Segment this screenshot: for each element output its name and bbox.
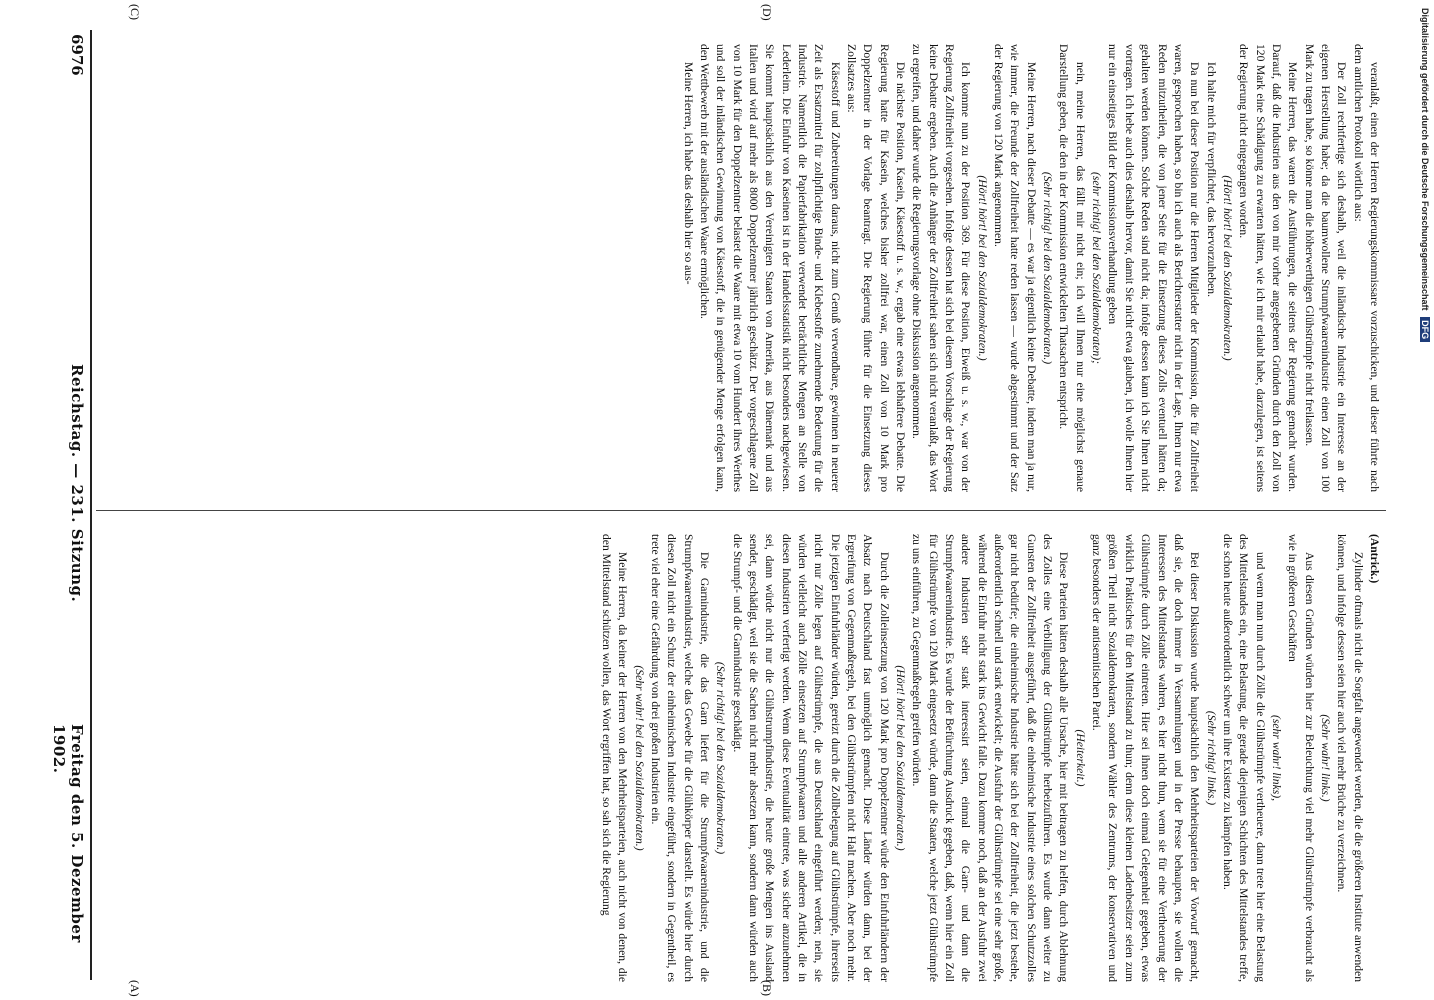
paragraph: veranlaßt, einen der Herren Regierungskommissare vorzuschicken, und dieser führte nach dem amtlichen Protokoll wörtlich aus: <box>1351 44 1381 492</box>
paragraph: Die nächste Position, Kasein, Käsestoff u. s. w., ergab eine etwas lebhaftere Debatte. Die Regierung hatte für Kasein, welches bisher zollfrei war, einen Zoll von 10 Mark pro Doppelzentner in der Vorlage beantragt. Die Regierung führte für die Einsetzung dieses Zollsatzes aus: <box>845 44 908 492</box>
interjection: (Hört! hört! bei den Sozialdemokraten.) <box>1220 175 1234 361</box>
interjection: (Hört! hört! bei den Sozialdemokraten.) <box>975 175 989 361</box>
interjection: (sehr richtig! bei den Sozialdemokraten); <box>1090 172 1104 364</box>
interjection: (Sehr richtig! links.) <box>1204 710 1218 806</box>
left-paragraphs <box>598 534 1366 982</box>
speaker-reference: (Antrick.) <box>1368 534 1381 584</box>
paragraph: nein, meine Herren, das fällt mir nicht ein; ich will Ihnen nur eine möglichst genaue Darstellung geben, die den in der Kommission entwickelten Thatsachen entspricht. <box>1057 44 1087 492</box>
right-column <box>100 44 1382 492</box>
right-paragraphs <box>679 44 1382 492</box>
digitization-credit <box>1417 8 1431 998</box>
page-header <box>50 34 90 974</box>
paragraph: Diese Parteien hätten deshalb alle Ursache, hier mit beitragen zu helfen, durch Ablehnung des Zolles eine Verbilligung der Glühstrümpfe herbeizuführen. Es wurde dann weiter zu Gunsten der Zollfreiheit ausgeführt, daß die einheimische Industrie eines solchen Schutzzolles gar nicht bedürfe; die einheimische Industrie hätte sich bei der Zollfreiheit, die jetzt bestehe, außerordentlich schnell und stark entwickelt; die Ausfuhr der Glühstrümpfe sei eine sehr große, während die Einfuhr nicht stark ins Gewicht falle. Dazu komme noch, daß an der Ausfuhr zwei andere Industrien sehr stark interessirt seien, einmal die Garn- und dann die Strumpfwaarenindustrie. Es wurde der Befürchtung Ausdruck gegeben, daß, wenn hier ein Zoll für Glühstrümpfe von 120 Mark eingesetzt würde, dann die Staaten, welche jetzt Glühstrümpfe zu uns einführen, zu Gegenmaßregeln greifen würden. <box>910 534 1071 982</box>
interjection: (Sehr wahr! links.) <box>1318 714 1332 802</box>
header-rule <box>90 30 92 980</box>
credit-text: Digitalisierung gefördert durch die Deutsche Forschungsgemeinschaft <box>1420 8 1430 311</box>
margin-letter-b: (B) <box>760 980 774 996</box>
paragraph: Käsestoff und Zubereitungen daraus, nicht zum Genuß verwendbare, gewinnen in neuerer Zeit als Ersatzmittel für zollpflichtige Binde- und Klebestoffe zunehmende Bedeutung für die Industrie. Namentlich die Papierfabrikation verwendet beträchtliche Mengen an Stelle von Lederleim. Die Einfuhr von Kaseinen ist in der Handelsstatistik nicht besonders nachgewiesen. Sie kommt hauptsächlich aus den Vereinigten Staaten von Amerika, aus Dänemark und aus Italien und wird auf mehr als 8000 Doppelzentner jährlich geschätzt. Der vorgeschlagene Zoll von 10 Mark für den Doppelzentner belastet die Waare mit etwa 10 vom Hundert ihres Werthes und soll der inländischen Gewinnung von Käsestoff, die in genügender Menge erfolgen kann, den Wettbewerb mit der ausländischen Waare ermöglichen. <box>697 44 842 492</box>
paragraph: Bei dieser Diskussion wurde hauptsächlich den Mehrheitsparteien der Vorwurf gemacht, daß sie, die doch immer in Versammlungen und in der Presse behaupten, sie wollen die Interessen des Mittelstandes wahren, es hier nicht thun, wenn sie für eine Vertheuerung der Glühstrümpfe durch Zölle eintreten. Hier sei ihnen doch einmal Gelegenheit gegeben, etwas wirklich Praktisches für den Mittelstand zu thun; denn diese kleinen Ladenbesitzer seien zum größten Theil nicht Sozialdemokraten, sondern Wähler des Zentrums, der konservativen und ganz besonders der antisemitischen Partei. <box>1090 534 1202 982</box>
column-divider <box>96 510 1386 511</box>
paragraph: Meine Herren, ich habe das deshalb hier so aus- <box>681 62 695 285</box>
interjection: (sehr wahr! links), <box>1269 715 1283 801</box>
interjection: (Hört! hört! bei den Sozialdemokraten.) <box>894 665 908 851</box>
paragraph: Aus diesen Gründen würden hier zur Beleuchtung viel mehr Glühstrümpfe verbraucht als wie in größeren Geschäften <box>1286 534 1316 982</box>
interjection: (Sehr richtig! bei den Sozialdemokraten.) <box>1041 171 1055 365</box>
interjection: (Sehr wahr! bei den Sozialdemokraten.) <box>632 665 646 851</box>
dfg-logo: DFG <box>1420 317 1430 342</box>
paragraph: Durch die Zolleinsetzung von 120 Mark pro Doppelzentner würde den Einfuhrländern der Absatz nach Deutschland fast unmöglich gemacht. Diese Länder würden dann, bei der Ergreifung von Gegenmaßregeln, bei den Glühstrümpfen nicht Halt machen. Aber noch mehr. Die jetzigen Einfuhrländer würden, gereizt durch die Zollbelegung auf Glühstrümpfe, ihrerseits nicht nur Zölle legen auf Glühstrümpfe, die aus Deutschland eingeführt werden; nein, sie würden vielleicht auch Zölle einsetzen auf Strumpfwaaren und alle anderen Artikel, die in diesen Industrien verfertigt werden. Wenn diese Eventualität eintrete, was sicher anzunehmen sei, dann würde nicht nur die Glühstrumpfindustrie, die heute große Mengen ins Ausland sendet, geschädigt, weil sie die Sachen nicht mehr absetzen kann, sondern dann würden auch die Strumpf- und die Garnindustrie geschädigt. <box>730 534 891 982</box>
paragraph: Die Garnindustrie, die das Garn liefert für die Strumpfwaarenindustrie, und die Strumpfwaarenindustrie, welche das Gewebe für die Glühkörper darstellt. Es würde hier durch diesen Zoll nicht ein Schutz der einheimischen Industrie eingeführt, sondern in Gegentheil, es trete viel eher eine Gefährdung von drei großen Industrien ein. <box>648 534 711 982</box>
paragraph: Ich halte mich für verpflichtet, das hervorzuheben. <box>1204 62 1218 297</box>
margin-letter-c: (C) <box>128 4 142 20</box>
paragraph: Meine Herren, nach dieser Debatte — es war ja eigentlich keine Debatte, indem man ja nur, wie immer, die Freunde der Zollfreiheit hatte reden lassen — wurde abgestimmt und der Satz der Regierung von 120 Mark angenommen. <box>992 44 1038 492</box>
interjection: (Heiterkeit.) <box>1073 729 1087 787</box>
left-column <box>100 534 1382 982</box>
page-number: 6976 <box>68 34 86 76</box>
paragraph: Meine Herren, da keiner der Herren von den Mehrheitsparteien, auch nicht von denen, die den Mittelstand schützen wollen, das Wort ergriffen hat, so sah sich die Regierung <box>599 534 630 982</box>
paragraph: Da nun bei dieser Position nur die Herren Mitglieder der Kommission, die für Zollfreiheit waren, gesprochen haben, so bin ich auch als Berichterstatter nicht in der Lage, Ihnen nur etwa Reden mitzutheilen, die von jener Seite für die Einsetzung dieses Zolls eventuell hätten da; gehalten werden können. Solche Reden sind nicht da; infolge dessen kann ich Sie Ihnen nicht vortragen. Ich hebe auch dies deshalb hervor, damit Sie nicht etwa glauben, ich wolle Ihnen hier nur ein einseitiges Bild der Kommissionsverhandlung geben <box>1106 44 1202 492</box>
rotated-document-page <box>42 0 1422 1000</box>
header-date: Freitag den 5. Dezember 1902. <box>50 724 86 943</box>
paragraph: und wenn man nun durch Zölle die Glühstrümpfe vertheuere, dann trete hier eine Belastung des Mittelstandes ein, eine Belastung, die gerade diejenigen Schichten des Mittelstandes treffe, die schon heute außerordentlich schwer um ihre Existenz zu kämpfen haben. <box>1220 534 1267 982</box>
paragraph: Ich komme nun zu der Position 369. Für diese Position, Eiweiß u. s. w., war von der Regierung Zollfreiheit vorgesehen. Infolge dessen hat sich bei diesem Vorschlage der Regierung keine Debatte ergeben. Auch die Anhänger der Zollfreiheit sahen sich nicht veranlaßt, das Wort zu ergreifen, und daher wurde die Regierungsvorlage ohne Diskussion angenommen. <box>910 44 973 492</box>
margin-letter-d: (D) <box>760 4 774 21</box>
margin-letter-a: (A) <box>128 980 142 997</box>
paragraph: Zylinder oftmals nicht die Sorgfalt angewendet werden, die die größeren Institute anwenden können, und infolge dessen seien hier auch viel mehr Brüche zu verzeichnen. <box>1335 534 1365 982</box>
paragraph: Meine Herren, das waren die Ausführungen, die seitens der Regierung gemacht wurden. Darauf, daß die Industrien aus den von mir vorher angegebenen Gründen durch den Zoll von 120 Mark eine Schädigung zu erwarten hätten, wie ich mir erlaubt habe, darzulegen, ist seitens der Regierung nicht eingegangen worden. <box>1237 44 1300 492</box>
interjection: (Sehr richtig! bei den Sozialdemokraten.) <box>714 661 728 855</box>
header-session: Reichstag. — 231. Sitzung. <box>68 364 86 603</box>
paragraph: Der Zoll rechtfertige sich deshalb, weil die inländische Industrie ein Interesse an der eigenen Herstellung habe; da die baumwollene Strumpfwaarenindustrie einen Zoll von 100 Mark zu tragen habe, so könne man die höherwerthigen Glühstrümpfe nicht freilassen. <box>1302 44 1349 492</box>
